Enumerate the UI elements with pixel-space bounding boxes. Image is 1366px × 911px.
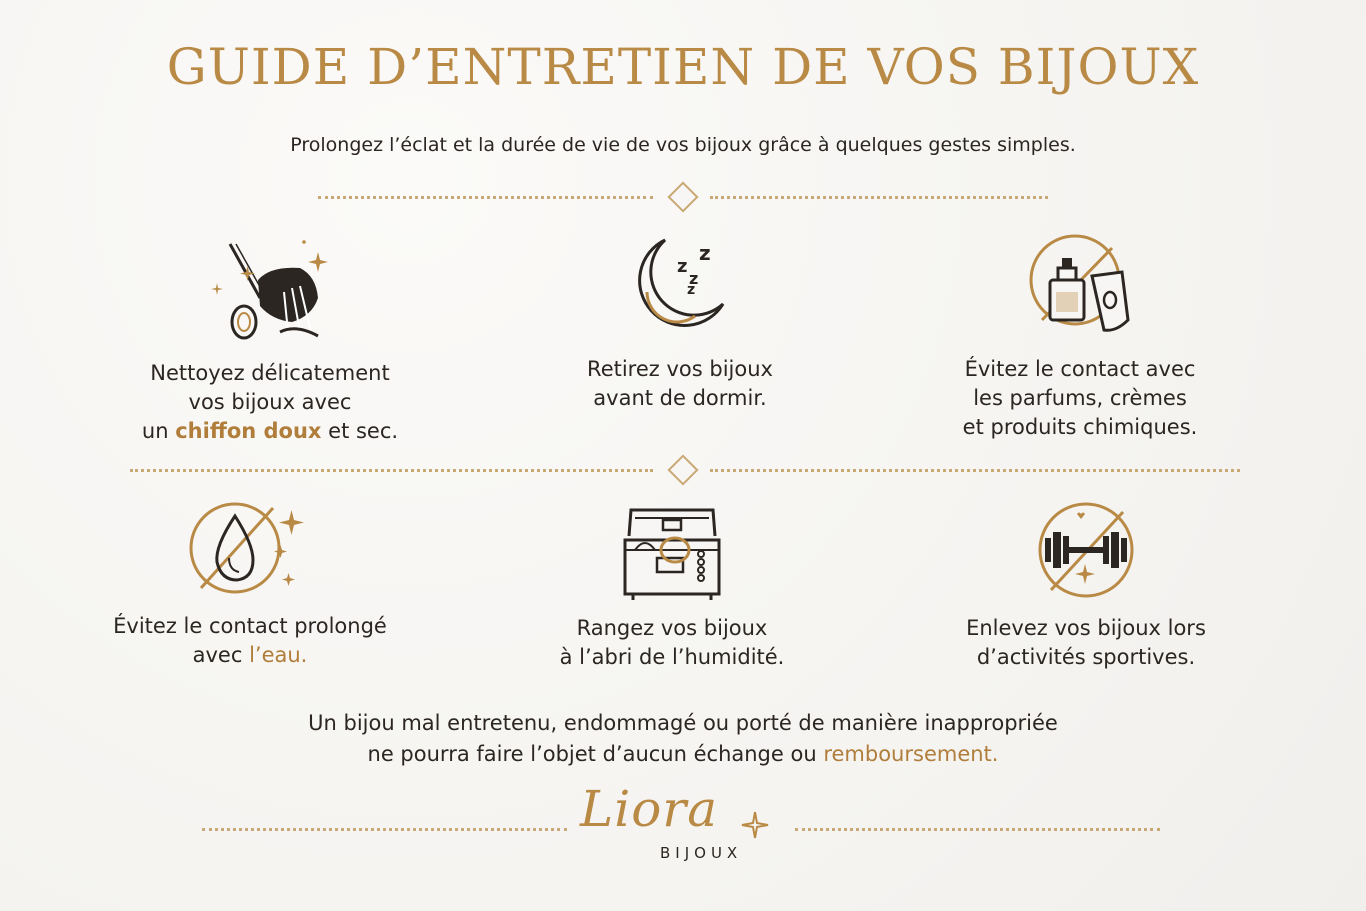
tip-sport (936, 498, 1236, 672)
divider-middle (130, 455, 1240, 485)
svg-text:z: z (687, 282, 696, 298)
svg-text:z: z (699, 241, 711, 265)
tip-clean (120, 236, 420, 446)
highlight-water: l’eau. (249, 643, 308, 667)
no-water-icon (185, 498, 315, 598)
tip-storage-line1: Rangez vos bijoux (576, 616, 768, 640)
tip-sleep-line1: Retirez vos bijoux (587, 357, 773, 381)
tip-sport-line2: d’activités sportives. (976, 645, 1196, 669)
tip-clean-line1: Nettoyez délicatement (150, 361, 390, 385)
tip-clean-line2: vos bijoux avec (188, 390, 352, 414)
page-subtitle: Prolongez l’éclat et la durée de vie de vos bijoux grâce à quelques gestes simples. (290, 134, 1076, 156)
diamond-icon (667, 181, 698, 212)
tip-storage (522, 502, 822, 672)
tip-sleep (530, 232, 830, 413)
tip-water (100, 498, 400, 670)
highlight-soft-cloth: chiffon doux (175, 419, 322, 443)
svg-text:z: z (689, 269, 699, 288)
brand-subtitle: BIJOUX (660, 844, 743, 862)
no-perfume-icon (1020, 232, 1140, 337)
brand-name: Liora (580, 780, 719, 838)
highlight-refund: remboursement. (823, 742, 999, 766)
tip-sport-line1: Enlevez vos bijoux lors (966, 616, 1206, 640)
return-policy-notice (0, 708, 1366, 770)
jewelry-box-icon (617, 502, 727, 602)
no-sport-icon (1031, 498, 1141, 602)
tip-chemicals-line1: Évitez le contact avec (964, 357, 1196, 381)
tip-sleep-line2: avant de dormir. (593, 386, 767, 410)
divider-top (318, 182, 1048, 212)
diamond-icon (667, 454, 698, 485)
sparkle-icon (740, 810, 770, 840)
tip-chemicals-line2: les parfums, crèmes (973, 386, 1187, 410)
tip-water-line2: avec l’eau. (192, 643, 308, 667)
brand-logo (580, 780, 780, 870)
tip-storage-line2: à l’abri de l’humidité. (559, 645, 785, 669)
tip-chemicals-line3: et produits chimiques. (962, 415, 1198, 439)
divider-footer-left (202, 814, 567, 844)
tip-clean-line3: un chiffon doux et sec. (141, 419, 399, 443)
tip-chemicals (930, 232, 1230, 442)
cleaning-cloth-icon (200, 236, 340, 341)
notice-line2: ne pourra faire l’objet d’aucun échange ou remboursement. (367, 742, 999, 766)
svg-text:z: z (677, 256, 688, 277)
notice-line1: Un bijou mal entretenu, endommagé ou porté de manière inappropriée (308, 711, 1058, 735)
moon-sleep-icon (625, 232, 735, 337)
page-title: GUIDE D’ENTRETIEN DE VOS BIJOUX (166, 38, 1200, 96)
divider-footer-right (795, 814, 1160, 844)
tip-water-line1: Évitez le contact prolongé (113, 614, 387, 638)
